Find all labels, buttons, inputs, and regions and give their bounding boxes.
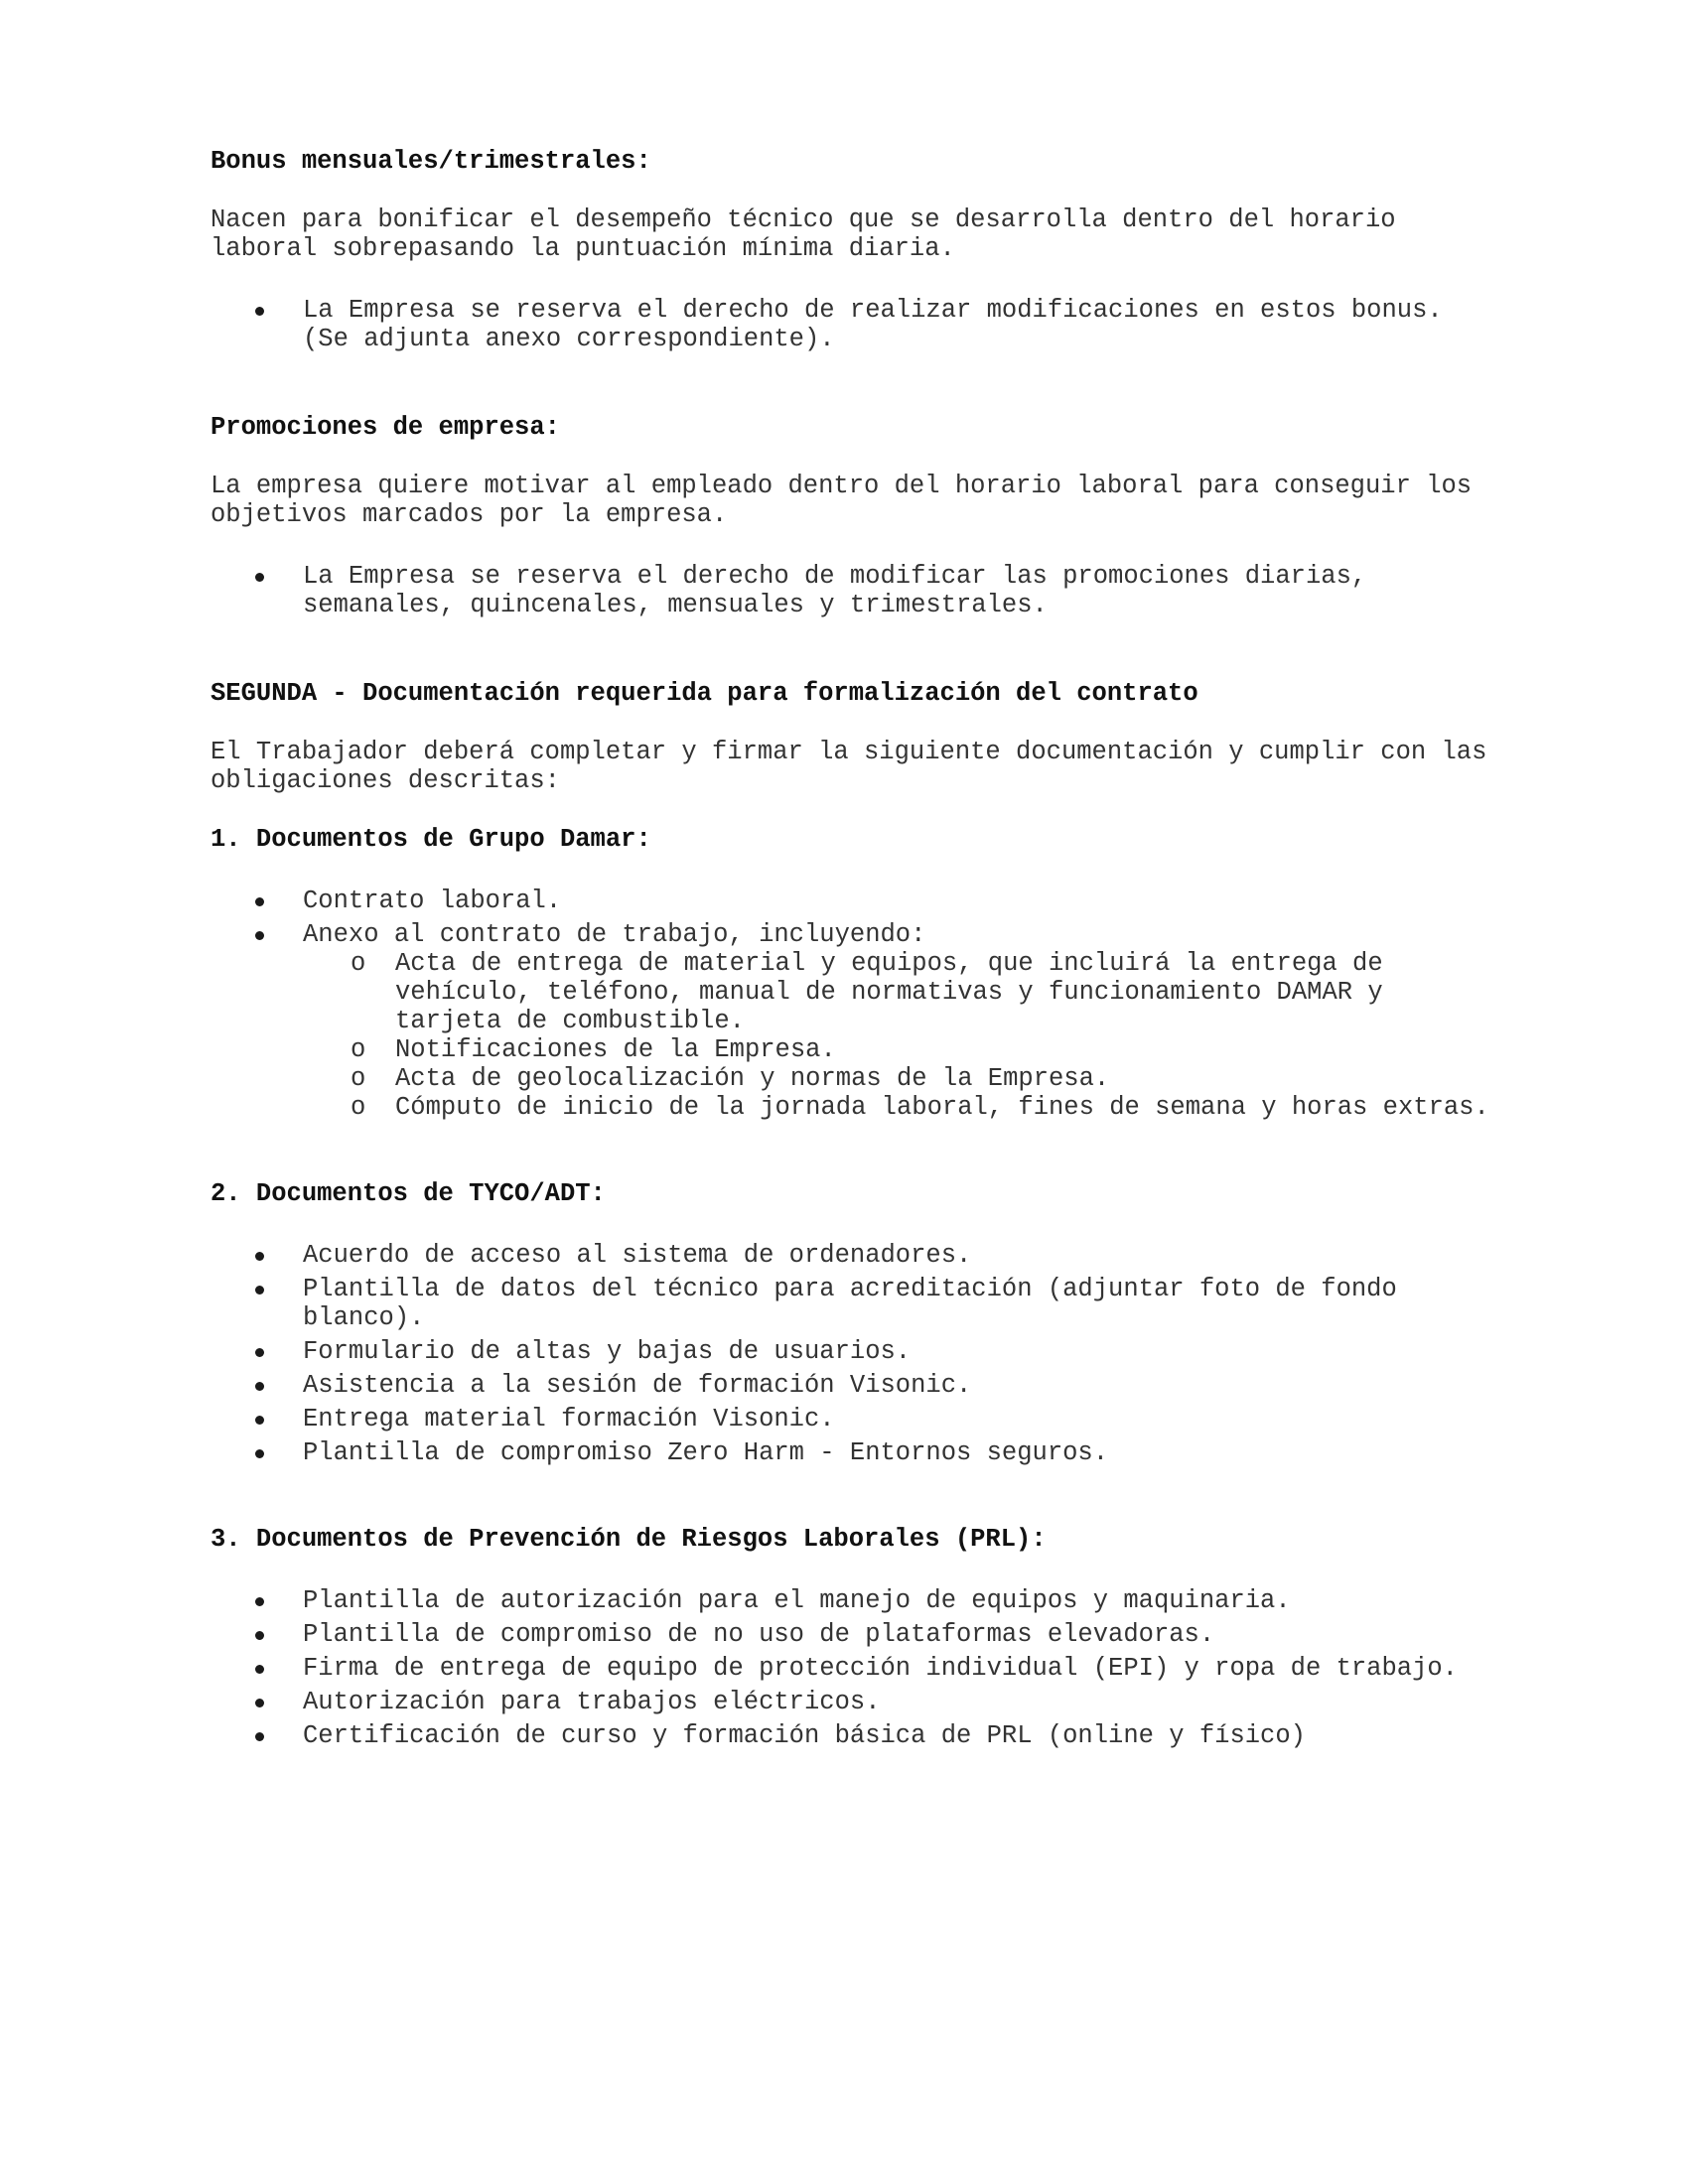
sub-list-item-text: Acta de geolocalización y normas de la Empresa. bbox=[395, 1064, 1110, 1093]
damar-list bbox=[211, 887, 1501, 1122]
bullet-icon bbox=[255, 1416, 264, 1425]
sub-list-item-text: Notificaciones de la Empresa. bbox=[395, 1035, 836, 1064]
list-item-text: Entrega material formación Visonic. bbox=[303, 1405, 835, 1433]
segunda-heading: SEGUNDA - Documentación requerida para formalización del contrato bbox=[211, 679, 1198, 708]
damar-sublist bbox=[303, 949, 1501, 1122]
list-item-text: Plantilla de compromiso Zero Harm - Entornos seguros. bbox=[303, 1438, 1109, 1467]
circle-bullet-icon: o bbox=[351, 1093, 366, 1122]
list-item bbox=[211, 1654, 1501, 1683]
sub-list-item bbox=[303, 1064, 1501, 1093]
circle-bullet-icon: o bbox=[351, 1035, 366, 1064]
list-item-text: Contrato laboral. bbox=[303, 887, 562, 915]
prl-list bbox=[211, 1586, 1501, 1750]
bullet-icon bbox=[255, 1348, 264, 1357]
tyco-list bbox=[211, 1241, 1501, 1467]
list-item bbox=[211, 296, 1501, 353]
bonus-list bbox=[211, 296, 1501, 353]
list-item-text: Plantilla de autorización para el manejo de equipos y maquinaria. bbox=[303, 1586, 1291, 1615]
list-item-text: Firma de entrega de equipo de protección individual (EPI) y ropa de trabajo. bbox=[303, 1654, 1458, 1683]
list-item bbox=[211, 920, 1501, 1122]
bullet-icon bbox=[255, 307, 264, 316]
bullet-icon bbox=[255, 931, 264, 940]
bullet-icon bbox=[255, 1665, 264, 1674]
list-item bbox=[211, 1438, 1501, 1467]
sub-list-item bbox=[303, 949, 1501, 1035]
damar-heading: 1. Documentos de Grupo Damar: bbox=[211, 825, 651, 854]
bullet-icon bbox=[255, 1631, 264, 1640]
list-item bbox=[211, 1405, 1501, 1433]
sub-list-item bbox=[303, 1093, 1501, 1122]
list-item bbox=[211, 1275, 1501, 1332]
bullet-icon bbox=[255, 573, 264, 582]
list-item-text: La Empresa se reserva el derecho de modificar las promociones diarias, semanales, quincenales, mensuales y trimestrales. bbox=[303, 562, 1367, 619]
circle-bullet-icon: o bbox=[351, 1064, 366, 1093]
list-item bbox=[211, 562, 1501, 619]
list-item bbox=[211, 1337, 1501, 1366]
list-item-text: La Empresa se reserva el derecho de realizar modificaciones en estos bonus. (Se adjunta anexo correspondiente). bbox=[303, 296, 1443, 353]
bullet-icon bbox=[255, 1382, 264, 1391]
sub-list-item bbox=[303, 1035, 1501, 1064]
list-item bbox=[211, 887, 1501, 915]
prl-heading: 3. Documentos de Prevención de Riesgos Laborales (PRL): bbox=[211, 1525, 1047, 1554]
list-item-text: Acuerdo de acceso al sistema de ordenadores. bbox=[303, 1241, 972, 1270]
sub-list-item-text: Cómputo de inicio de la jornada laboral, fines de semana y horas extras. bbox=[395, 1093, 1489, 1122]
circle-bullet-icon: o bbox=[351, 949, 366, 978]
promociones-list bbox=[211, 562, 1501, 619]
list-item-text: Formulario de altas y bajas de usuarios. bbox=[303, 1337, 912, 1366]
bullet-icon bbox=[255, 1252, 264, 1261]
bullet-icon bbox=[255, 1449, 264, 1458]
bonus-paragraph: Nacen para bonificar el desempeño técnico que se desarrolla dentro del horario laboral sobrepasando la puntuación mínima diaria. bbox=[211, 205, 1411, 263]
bullet-icon bbox=[255, 1732, 264, 1741]
list-item bbox=[211, 1371, 1501, 1400]
list-item bbox=[211, 1620, 1501, 1649]
list-item bbox=[211, 1721, 1501, 1750]
list-item-text: Plantilla de compromiso de no uso de plataformas elevadoras. bbox=[303, 1620, 1215, 1649]
list-item-text: Anexo al contrato de trabajo, incluyendo: bbox=[303, 920, 926, 949]
bullet-icon bbox=[255, 897, 264, 906]
promociones-heading: Promociones de empresa: bbox=[211, 413, 560, 442]
list-item-text: Certificación de curso y formación básica de PRL (online y físico) bbox=[303, 1721, 1306, 1750]
sub-list-item-text: Acta de entrega de material y equipos, que incluirá la entrega de vehículo, teléfono, manual de normativas y funcionamiento DAMAR y tarjeta de combustible. bbox=[395, 949, 1383, 1035]
list-item bbox=[211, 1586, 1501, 1615]
segunda-paragraph: El Trabajador deberá completar y firmar la siguiente documentación y cumplir con las obligaciones descritas: bbox=[211, 738, 1502, 795]
list-item bbox=[211, 1688, 1501, 1716]
list-item-text: Plantilla de datos del técnico para acreditación (adjuntar foto de fondo blanco). bbox=[303, 1275, 1397, 1332]
list-item bbox=[211, 1241, 1501, 1270]
list-item-text: Autorización para trabajos eléctricos. bbox=[303, 1688, 881, 1716]
tyco-heading: 2. Documentos de TYCO/ADT: bbox=[211, 1179, 606, 1208]
document-body bbox=[211, 147, 1501, 1750]
promociones-paragraph: La empresa quiere motivar al empleado dentro del horario laboral para conseguir los objetivos marcados por la empresa. bbox=[211, 472, 1487, 529]
bullet-icon bbox=[255, 1699, 264, 1707]
list-item-text: Asistencia a la sesión de formación Visonic. bbox=[303, 1371, 972, 1400]
bonus-heading: Bonus mensuales/trimestrales: bbox=[211, 147, 651, 176]
bullet-icon bbox=[255, 1597, 264, 1606]
bullet-icon bbox=[255, 1286, 264, 1295]
